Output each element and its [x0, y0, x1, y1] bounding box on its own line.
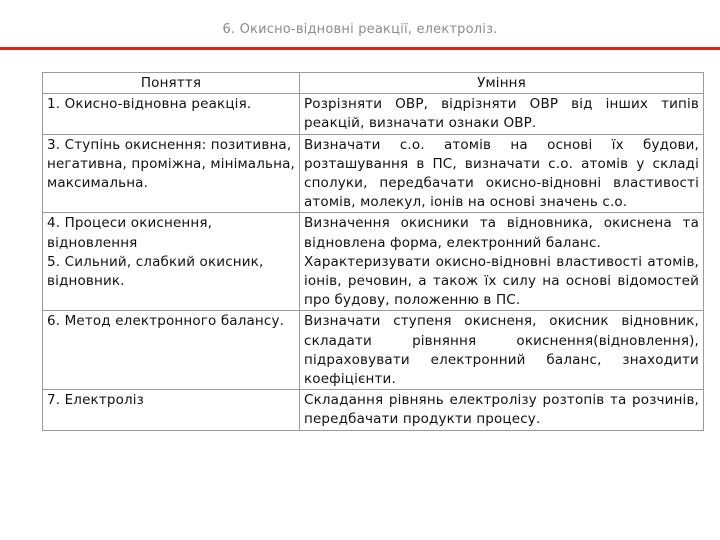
concept-text: 3. Ступінь окиснення: позитивна, негативна, проміжна, мінімальна, максимальна.	[47, 136, 295, 192]
concept-cell	[43, 390, 300, 430]
skill-text: Визначати с.о. атомів на основі їх будови, розташування в ПС, визначати с.о. атомів у складі сполуки, передбачати окисно-відновні властивості атомів, молекул, іонів на основі значень с.о.	[304, 136, 699, 211]
skill-text: Розрізняти ОВР, відрізняти ОВР від інших типів реакцій, визначати ознаки ОВР.	[304, 96, 699, 132]
skill-cell	[300, 311, 704, 390]
table-row	[43, 390, 704, 430]
concept-text: 5. Сильний, слабкий окисник, відновник.	[47, 253, 264, 290]
table-row	[43, 94, 704, 134]
concept-text: 4. Процеси окиснення, відновлення	[47, 215, 213, 251]
skill-cell	[300, 213, 704, 311]
skill-cell	[300, 94, 704, 134]
concept-text: 6. Метод електронного балансу.	[47, 313, 285, 330]
table-row	[43, 213, 704, 311]
skill-text: Визначення окисники та відновника, окиснена та відновлена форма, електронний баланс.	[304, 215, 699, 251]
table-header-row	[43, 73, 704, 94]
concept-cell	[43, 134, 300, 213]
skill-text: Характеризувати окисно-відновні властивості атомів, іонів, речовин, а також їх силу на основі відомостей про будову, положенню в ПС.	[304, 253, 699, 309]
concept-text: 7. Електроліз	[47, 392, 144, 409]
concept-text: 1. Окисно-відновна реакція.	[47, 96, 252, 113]
concepts-skills-table	[42, 72, 704, 431]
concept-cell	[43, 213, 300, 311]
skill-cell	[300, 390, 704, 430]
concepts-skills-table-container	[42, 72, 703, 431]
concept-cell	[43, 311, 300, 390]
table-row	[43, 134, 704, 213]
concept-cell	[43, 94, 300, 134]
skill-cell	[300, 134, 704, 213]
skill-text: Визначати ступеня окисненя, окисник відновник, складати рівняння окиснення(відновлення), підраховувати електронний баланс, знаходити коефіцієнти.	[304, 313, 699, 388]
title-underline	[0, 47, 720, 50]
header-concepts: Поняття	[43, 73, 300, 94]
header-skills: Уміння	[300, 73, 704, 94]
skill-text: Складання рівнянь електролізу розтопів та розчинів, передбачати продукти процесу.	[304, 392, 699, 428]
slide-title: 6. Окисно-відновні реакції, електроліз.	[222, 22, 498, 37]
table-row	[43, 311, 704, 390]
